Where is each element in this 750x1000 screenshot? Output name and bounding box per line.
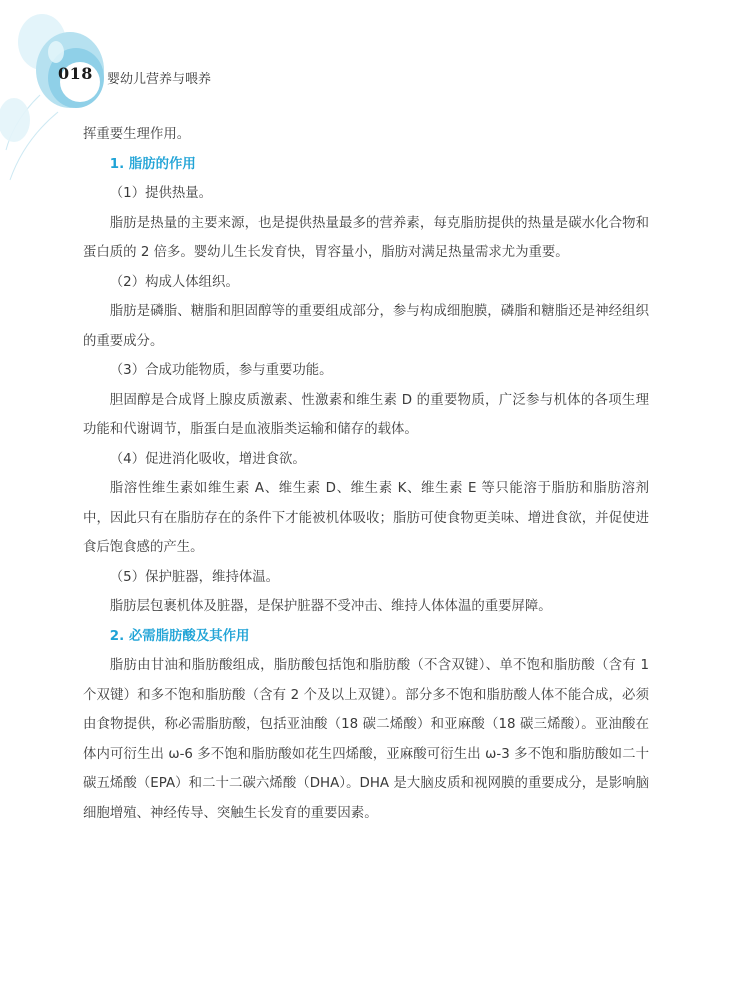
running-header-title: 婴幼儿营养与喂养 [107,72,212,87]
subsection-title-4: （4）促进消化吸收，增进食欲。 [109,451,306,467]
paragraph-fatty-acids: 脂肪由甘油和脂肪酸组成，脂肪酸包括饱和脂肪酸（不含双键）、单不饱和脂肪酸（含有 1 个双键）和多不饱和脂肪酸（含有 2 个及以上双键）。部分多不饱和脂肪酸人体不能合成，必须由食物提供，称必需脂肪酸，包括亚油酸（18 碳二烯酸）和亚麻酸（18 碳三烯酸）。亚油酸在体内可衍生出 ω-6 多不饱和脂肪酸如花生四烯酸，亚麻酸可衍生出 ω-3 多不饱和脂肪酸如二十碳五烯酸（EPA）和二十二碳六烯酸（DHA）。DHA 是大脑皮质和视网膜的重要成分，是影响脑细胞增殖、神经传导、突触生长发育的重要因素。 [83,658,649,821]
subsection-title-5: （5）保护脏器，维持体温。 [109,569,280,585]
subsection-title-3: （3）合成功能物质，参与重要功能。 [109,363,333,378]
subsection-title-2: （2）构成人体组织。 [109,274,239,290]
paragraph-continuation: 挥重要生理作用。 [83,127,191,142]
section-heading-1: 1. 脂肪的作用 [109,156,196,172]
paragraph-1: 脂肪是热量的主要来源，也是提供热量最多的营养素，每克脂肪提供的热量是碳水化合物和蛋白质的 2 倍多。婴幼儿生长发育快，胃容量小，脂肪对满足热量需求尤为重要。 [83,215,649,260]
paragraph-4: 脂溶性维生素如维生素 A、维生素 D、维生素 K、维生素 E 等只能溶于脂肪和脂肪溶剂中，因此只有在脂肪存在的条件下才能被机体吸收；脂肪可使食物更美味、增进食欲，并促使进食后饱食感的产生。 [83,481,649,555]
paragraph-3: 胆固醇是合成肾上腺皮质激素、性激素和维生素 D 的重要物质，广泛参与机体的各项生理功能和代谢调节，脂蛋白是血液脂类运输和储存的载体。 [83,392,649,437]
section-heading-2: 2. 必需脂肪酸及其作用 [109,628,250,644]
page-number: 018 [58,64,93,83]
paragraph-2: 脂肪是磷脂、糖脂和胆固醇等的重要组成部分，参与构成细胞膜，磷脂和糖脂还是神经组织的重要成分。 [83,304,649,349]
subsection-title-1: （1）提供热量。 [109,186,213,201]
paragraph-5: 脂肪层包裹机体及脏器，是保护脏器不受冲击、维持人体体温的重要屏障。 [109,599,552,614]
page-body [83,120,649,828]
